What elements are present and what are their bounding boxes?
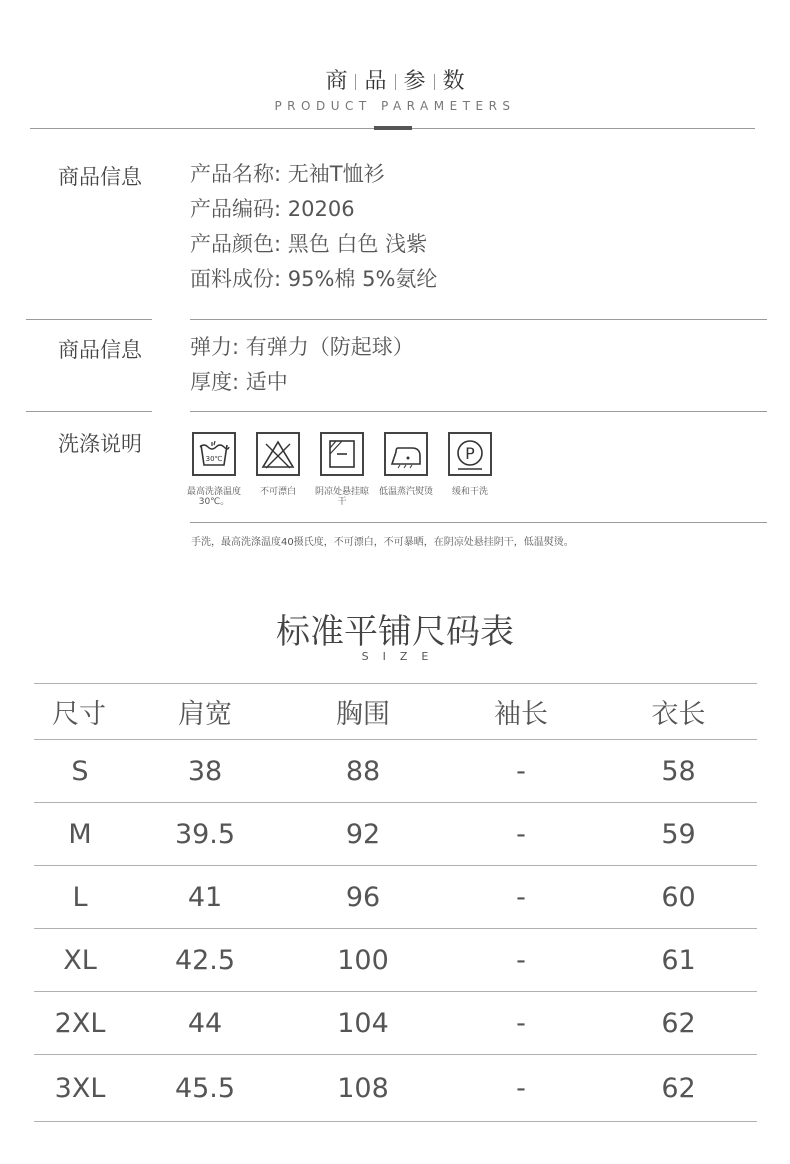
column-header: 胸围 <box>336 699 390 730</box>
table-cell: - <box>516 1007 526 1039</box>
table-cell: - <box>516 944 526 976</box>
table-cell: 100 <box>337 944 389 976</box>
no-bleach-icon <box>256 432 300 476</box>
table-cell: 62 <box>661 1072 696 1104</box>
table-cell: 39.5 <box>174 818 236 850</box>
table-cell: S <box>71 755 89 787</box>
header-divider-accent <box>374 126 412 130</box>
table-cell: 108 <box>337 1072 389 1104</box>
table-cell: 92 <box>345 818 381 850</box>
table-cell: 59 <box>661 818 696 850</box>
care-caption: 低温蒸汽熨烫 <box>378 487 433 497</box>
table-cell: 45.5 <box>174 1072 236 1104</box>
size-table <box>34 683 757 1122</box>
param-line: 厚度: 适中 <box>190 370 288 394</box>
table-cell: 62 <box>661 1007 696 1039</box>
table-cell: 3XL <box>54 1072 106 1104</box>
title-char: 参 <box>403 69 426 94</box>
hand-wash-30-icon <box>192 432 236 476</box>
dry-clean-letter: P <box>465 444 475 463</box>
table-cell: - <box>516 818 526 850</box>
title-char: 品 <box>364 69 387 94</box>
size-table-title: 标准平铺尺码表 <box>276 612 514 652</box>
care-caption: 不可漂白 <box>259 487 296 497</box>
table-cell: 38 <box>187 755 223 787</box>
care-divider <box>190 522 767 523</box>
table-row <box>34 992 757 1055</box>
table-cell: 96 <box>345 881 381 913</box>
table-cell: L <box>72 881 88 913</box>
column-header: 袖长 <box>494 699 548 730</box>
column-header: 肩宽 <box>178 699 232 730</box>
care-note: 手洗，最高洗涤温度40摄氏度，不可漂白，不可暴晒，在阴凉处悬挂阴干，低温熨烫。 <box>191 537 574 548</box>
care-caption: 缓和干洗 <box>451 487 488 497</box>
table-cell: 41 <box>187 881 223 913</box>
section-label: 商品信息 <box>58 165 142 189</box>
table-row <box>34 866 757 929</box>
gentle-dry-clean-icon <box>448 432 492 476</box>
section-subtitle: PRODUCT PARAMETERS <box>274 99 516 113</box>
column-header: 衣长 <box>651 699 706 730</box>
table-cell: 61 <box>661 944 696 976</box>
param-line: 面料成份: 95%棉 5%氨纶 <box>190 267 438 291</box>
value-divider <box>190 319 767 320</box>
table-cell: - <box>516 755 526 787</box>
param-line: 产品名称: 无袖T恤衫 <box>190 162 385 186</box>
size-table-subtitle: SIZE <box>361 650 443 663</box>
care-caption: 最高洗涤温度30℃。 <box>186 487 241 507</box>
table-cell: - <box>516 881 526 913</box>
table-cell: 2XL <box>54 1007 106 1039</box>
section-label: 洗涤说明 <box>58 432 142 456</box>
table-cell: 60 <box>661 881 696 913</box>
table-row <box>34 803 757 866</box>
table-cell: - <box>516 1072 526 1104</box>
table-cell: 88 <box>345 755 381 787</box>
param-line: 弹力: 有弹力（防起球） <box>190 335 414 359</box>
title-char: 数 <box>442 69 465 94</box>
param-line: 产品编码: 20206 <box>190 197 355 221</box>
param-line: 产品颜色: 黑色 白色 浅紫 <box>190 232 428 256</box>
label-divider <box>26 319 152 320</box>
section-title <box>0 64 790 94</box>
table-cell: M <box>68 818 92 850</box>
wash-temperature: 30℃ <box>205 455 223 463</box>
table-row <box>34 740 757 803</box>
table-cell: 58 <box>661 755 696 787</box>
section-label: 商品信息 <box>58 338 142 362</box>
column-header: 尺寸 <box>52 699 106 730</box>
value-divider <box>190 411 767 412</box>
table-cell: 104 <box>337 1007 389 1039</box>
table-header-row <box>34 684 757 740</box>
care-caption: 阴凉处悬挂晾干 <box>314 487 369 507</box>
shade-dry-icon <box>320 432 364 476</box>
label-divider <box>26 411 152 412</box>
table-row <box>34 929 757 992</box>
title-char: 商 <box>325 69 348 94</box>
table-cell: 42.5 <box>174 944 236 976</box>
table-cell: 44 <box>187 1007 223 1039</box>
table-cell: XL <box>63 944 97 976</box>
table-row <box>34 1055 757 1122</box>
low-iron-icon <box>384 432 428 476</box>
